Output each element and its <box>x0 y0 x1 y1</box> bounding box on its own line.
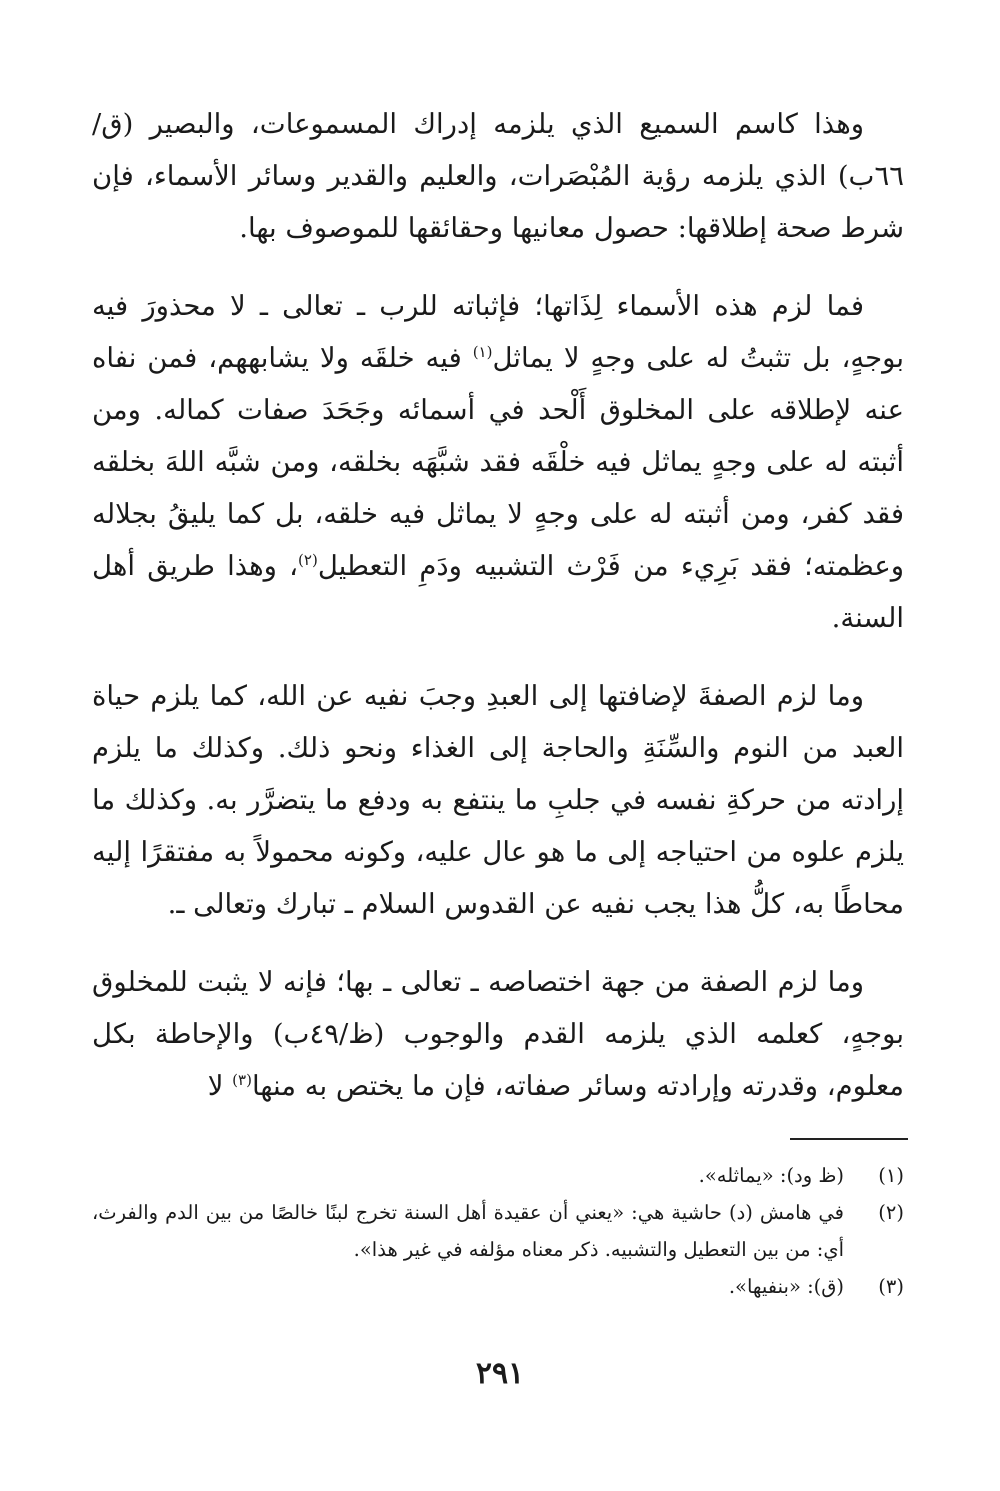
footnote-marker-3[interactable]: (٣) <box>232 1070 252 1089</box>
footnote-number: (١) <box>878 1164 904 1187</box>
paragraph-3-text: وما لزم الصفةَ لإضافتها إلى العبدِ وجبَ نفيه عن الله، كما يلزم حياة العبد من النوم والسِّنَةِ والحاجة إلى الغذاء ونحو ذلك. وكذلك ما يلزم إرادته من حركةِ نفسه في جلبِ ما ينتفع به ودفع ما يتضرَّر به. وكذلك ما يلزم علوه من احتياجه إلى ما هو عال عليه، وكونه محمولاً به مفتقرًا إليه محاطًا به، كلُّ هذا يجب نفيه عن القدوس السلام ـ تبارك وتعالى ـ. <box>92 680 904 920</box>
paragraph-4-text-b: لا <box>207 1070 233 1102</box>
footnote-marker-1[interactable]: (١) <box>472 342 493 361</box>
paragraph-2-text-b: فيه خلقَه ولا يشابههم، فمن نفاه عنه لإطلاقه على المخلوق أَلْحد في أسمائه وجَحَدَ صفات كماله. ومن أثبته له على وجهٍ يماثل فيه خلْقَه فقد شبَّهَه بخلقه، ومن شبَّه اللهَ بخلقه فقد كفر، ومن أثبته له على وجهٍ لا يماثل فيه خلقه، بل كما يليقُ بجلاله وعظمته؛ فقد بَرِيء من فَرْث التشبيه ودَمِ التعطيل <box>92 342 905 582</box>
footnote-text: في هامش (د) حاشية هي: «يعني أن عقيدة أهل السنة تخرج لبنًا خالصًا من بين الدم والفرث، أي: من بين التعطيل والتشبيه. ذكر معناه مؤلفه في غير هذا». <box>92 1201 844 1261</box>
footnote-number: (٢) <box>878 1201 904 1224</box>
paragraph-4-text-a: وما لزم الصفة من جهة اختصاصه ـ تعالى ـ بها؛ فإنه لا يثبت للمخلوق بوجهٍ، كعلمه الذي يلزمه القدم والوجوب (ظ/٤٩ب) والإحاطة بكل معلوم، وقدرته وإرادته وسائر صفاته، فإن ما يختص به منها <box>92 966 904 1102</box>
paragraph-4 <box>92 956 904 1112</box>
footnote-text: (ق): «بنفيها». <box>728 1275 844 1298</box>
paragraph-2 <box>92 280 904 644</box>
page-number: ٢٩١ <box>475 1356 525 1391</box>
footnote-number: (٣) <box>878 1275 904 1298</box>
paragraph-1-text: وهذا كاسم السميع الذي يلزمه إدراك المسموعات، والبصير (ق/٦٦ب) الذي يلزمه رؤية المُبْصَرات، والعليم والقدير وسائر الأسماء، فإن شرط صحة إطلاقها: حصول معانيها وحقائقها للموصوف بها. <box>92 108 904 244</box>
footnote-divider <box>790 1138 908 1140</box>
footnote-1 <box>92 1157 904 1194</box>
paragraph-1 <box>92 98 904 254</box>
paragraph-3 <box>92 670 904 930</box>
paragraph-2-text-a: فما لزم هذه الأسماء لِذَاتها؛ فإثباته للرب ـ تعالى ـ لا محذورَ فيه بوجهٍ، بل تثبتُ له على وجهٍ لا يماثل <box>92 290 905 374</box>
footnote-text: (ظ ود): «يماثله». <box>698 1164 844 1187</box>
paragraph-2-text-c: ، وهذا طريق أهل السنة. <box>92 550 904 634</box>
footnote-3 <box>92 1268 904 1305</box>
footnotes <box>92 1157 904 1305</box>
main-text <box>92 98 904 1138</box>
footnote-marker-2[interactable]: (٢) <box>298 550 318 569</box>
footnote-2 <box>92 1194 904 1268</box>
